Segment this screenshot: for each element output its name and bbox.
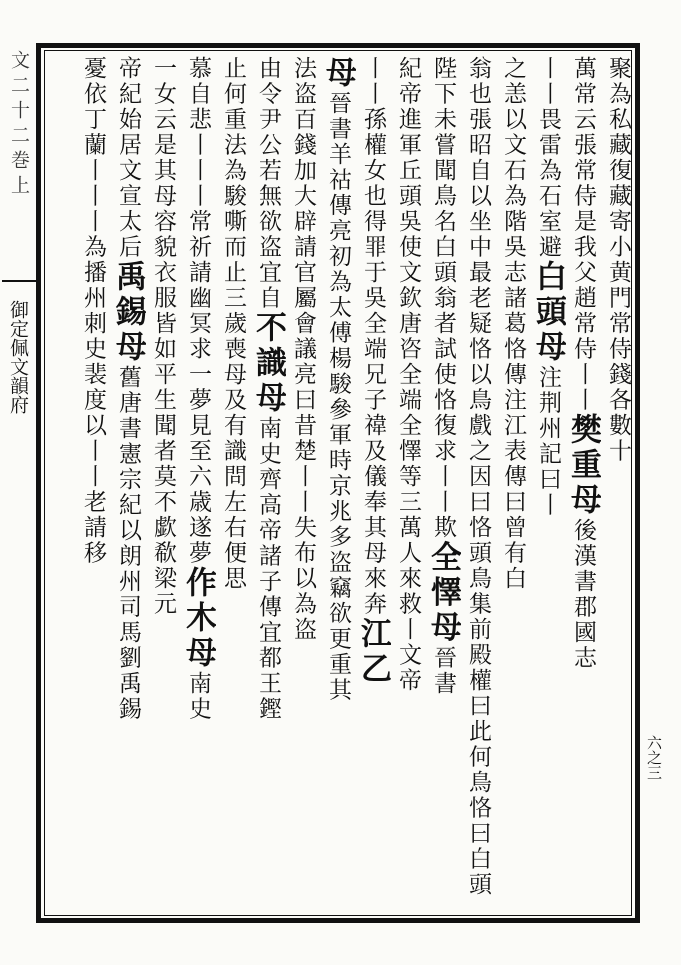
- text-column-3: [530, 56, 566, 914]
- text-column-1: [600, 56, 636, 914]
- text-segment: 之恙以文石為階: [500, 56, 526, 235]
- text-segment: 丨丨孫權女也得罪于吳全端兄子禕及儀奉其母來奔: [360, 56, 386, 617]
- text-segment: 南史齊高帝諸子傳宜都王鏗: [255, 416, 281, 722]
- text-column-11: [250, 56, 286, 914]
- text-segment: 憂依丁蘭丨丨丨: [80, 56, 106, 235]
- text-segment: 慕自悲丨丨丨常祈請幽冥求一夢見至六歳遂夢: [185, 56, 211, 566]
- text-segment: 頭鳥集前殿權曰此何鳥恪曰白頭: [465, 540, 491, 898]
- text-segment: 一女云是其母容貌衣服皆如平生聞者莫不歔欷: [150, 56, 176, 566]
- margin-book-title: 御定佩文韻府: [7, 300, 29, 414]
- text-column-2: [565, 56, 601, 914]
- text-segment: 梁元: [150, 566, 176, 617]
- text-column-6: [425, 56, 461, 914]
- text-segment: 萬常云張常侍是我父趙常侍丨丨: [570, 56, 596, 413]
- text-column-13: [180, 56, 216, 914]
- text-segment: 陛下未嘗聞鳥名白頭翁者試使恪復求丨丨: [430, 56, 456, 515]
- text-column-7: [390, 56, 426, 914]
- text-segment: 欺: [430, 515, 456, 541]
- text-segment: 晉書羊祜傳亮初為太傅楊駿參軍時京兆多盗竊欲更重其: [325, 91, 351, 703]
- text-segment: 後漢書郡國志: [570, 518, 596, 671]
- text-segment: 聚為私藏復藏寄小黄門常侍錢各數十: [605, 56, 631, 464]
- entry-headword: 母: [320, 56, 356, 91]
- entry-headword: 白頭母: [530, 260, 566, 365]
- text-segment: 紀帝進軍丘頭吳使文欽唐咨全端全懌等三萬人來救丨: [395, 56, 421, 643]
- text-column-15: [110, 56, 146, 914]
- text-column-9: [320, 56, 356, 914]
- text-column-5: [460, 56, 496, 914]
- margin-fragment: 文二十二巻上: [8, 50, 30, 200]
- text-segment: 法盗百錢加大辟請官屬會議亮曰昔楚丨丨失布以為盗: [290, 56, 316, 643]
- text-segment: 吳志諸葛恪傳注江表傳曰曾有白: [500, 234, 526, 592]
- text-segment: 文帝: [395, 642, 421, 694]
- text-column-16: [75, 56, 111, 914]
- text-segment: 為播州刺史裴度以丨丨老請移: [80, 234, 106, 566]
- text-column-10: [285, 56, 321, 914]
- text-segment: 晉書: [430, 645, 456, 697]
- text-column-4: [495, 56, 531, 914]
- entry-headword: 不識母: [250, 311, 286, 416]
- entry-headword: 作木母: [180, 566, 216, 671]
- text-segment: 翁也張昭自以坐中最老疑恪以鳥戲之因曰恪: [465, 56, 491, 541]
- text-column-14: [145, 56, 181, 914]
- entry-headword: 樊重母: [565, 413, 601, 518]
- entry-headword: 全懌母: [425, 540, 461, 646]
- text-segment: 三歲喪母及有識問左右便思: [220, 285, 246, 592]
- text-segment: 由令尹公若無欲盗宜自: [255, 56, 281, 311]
- text-segment: 注荆州記曰丨: [535, 365, 561, 518]
- text-segment: 南史: [185, 671, 211, 722]
- text-segment: 丨丨畏雷為石室避: [535, 56, 561, 260]
- text-segment: 帝紀始居文宣太后: [115, 56, 141, 260]
- text-column-8: [355, 56, 391, 914]
- text-column-12: [215, 56, 251, 914]
- folio-number: 六之三: [645, 735, 663, 780]
- entry-headword: 禹錫母: [110, 260, 146, 365]
- margin-divider: [2, 280, 36, 282]
- text-segment: 止何重法為駿嘶而止: [220, 56, 246, 286]
- text-segment: 舊唐書憲宗紀以朗州司馬劉禹錫: [115, 365, 141, 722]
- entry-headword: 江乙: [355, 617, 391, 687]
